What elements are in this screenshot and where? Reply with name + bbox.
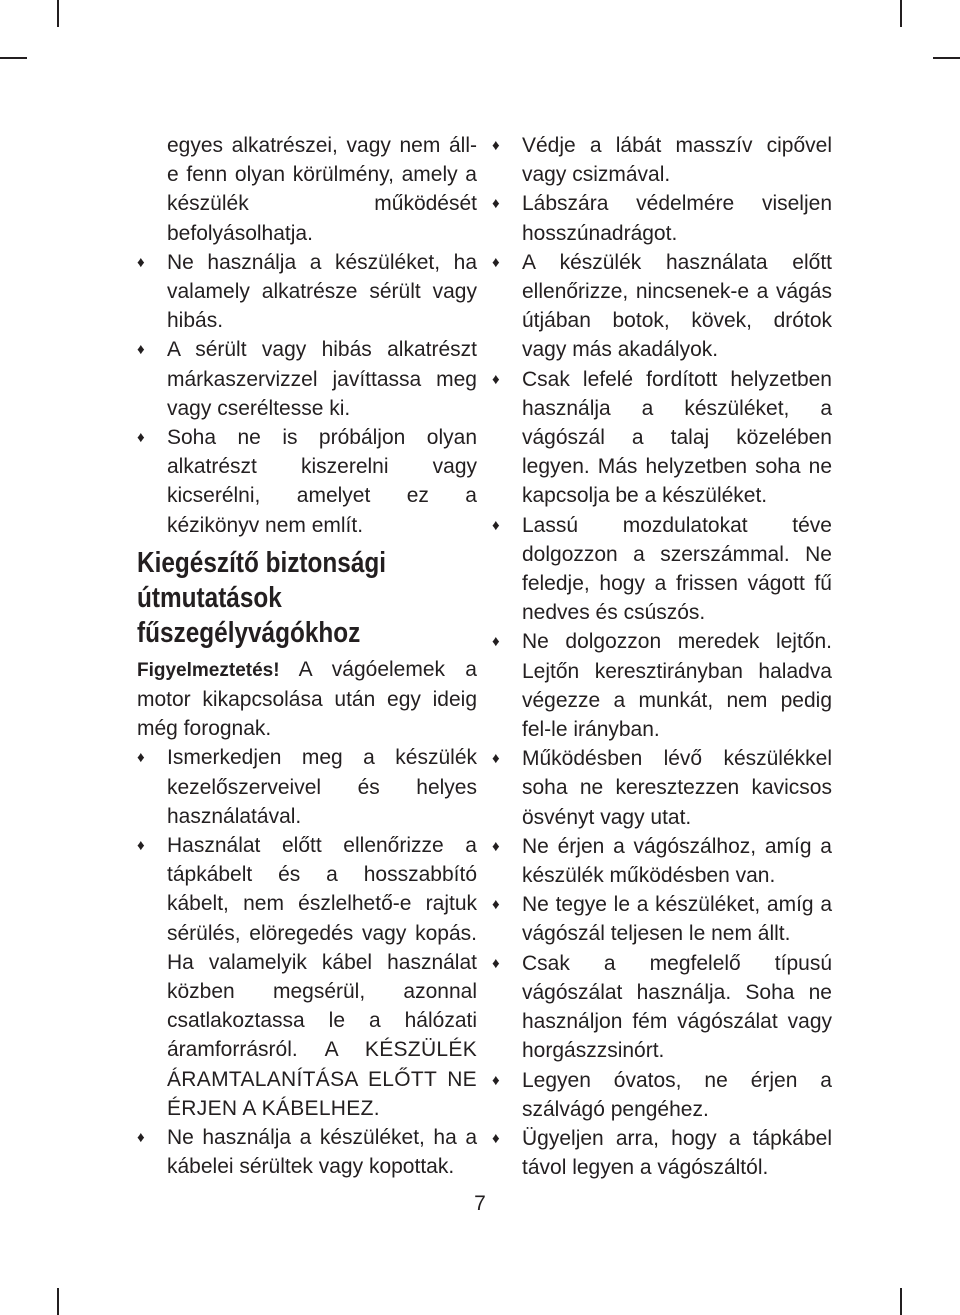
list-item (492, 1124, 832, 1182)
diamond-bullet-icon: ♦ (492, 750, 500, 768)
intro-text: egyes alkatrészei, vagy nem áll-e fenn olyan körülmény, amely a készülék működését befolyásolhatja. (167, 134, 477, 245)
diamond-bullet-icon: ♦ (137, 429, 145, 447)
diamond-bullet-icon: ♦ (137, 837, 145, 855)
list-item (492, 627, 832, 744)
list-item-text: Csak a megfelelő típusú vágószálat használja. Soha ne használjon fém vágószálat vagy horgászzsinórt. (522, 951, 832, 1063)
page-number: 7 (474, 1192, 486, 1215)
diamond-bullet-icon: ♦ (492, 1129, 500, 1147)
diamond-bullet-icon: ♦ (492, 137, 500, 154)
diamond-bullet-icon: ♦ (492, 954, 500, 972)
section-heading: Kiegészítő biztonsági útmutatások fűszegélyvágókhoz (137, 546, 387, 649)
crop-mark-bottom-right (900, 1288, 902, 1315)
list-item (492, 511, 832, 628)
list-item-text: Védje a lábát masszív cipővel vagy csizmával. (522, 134, 832, 187)
diamond-bullet-icon: ♦ (492, 195, 500, 213)
diamond-bullet-icon: ♦ (137, 1129, 145, 1147)
diamond-bullet-icon: ♦ (492, 837, 500, 855)
warning-paragraph (137, 655, 477, 744)
list-item (137, 335, 477, 423)
list-item (492, 248, 832, 365)
crop-mark-top-right (900, 0, 902, 27)
list-item-text: A sérült vagy hibás alkatrészt márkaszervizzel javíttassa meg vagy cseréltesse ki. (167, 338, 477, 420)
list-item (492, 890, 832, 948)
diamond-bullet-icon: ♦ (492, 1071, 500, 1089)
caps-warning-text: A KÉSZÜLÉK ÁRAMTALANÍTÁSA ELŐTT NE ÉRJEN A KÁBELHEZ. (167, 1038, 477, 1120)
list-item (492, 832, 832, 890)
diamond-bullet-icon: ♦ (492, 370, 500, 388)
list-item-text: Csak lefelé fordított helyzetben használja a készüléket, a vágószál a talaj közelében legyen. Más helyzetben soha ne kapcsolja be a készüléket. (522, 367, 832, 508)
diamond-bullet-icon: ♦ (492, 253, 500, 271)
crop-mark-top-left (57, 0, 59, 27)
crop-mark-right-top (933, 57, 960, 59)
crop-mark-left-top (0, 57, 27, 59)
list-item (492, 131, 832, 189)
list-item (137, 1123, 477, 1181)
list-item (137, 248, 477, 336)
list-item (137, 423, 477, 540)
left-column (137, 131, 477, 1182)
list-item-text: Ne dolgozzon meredek lejtőn. Lejtőn keresztirányban haladva végezze a munkát, nem pedig fel-le irányban. (522, 630, 832, 742)
list-item (137, 831, 477, 1123)
list-item-text: Ne használja a készüléket, ha valamely alkatrésze sérült vagy hibás. (167, 250, 477, 333)
list-item (492, 744, 832, 832)
diamond-bullet-icon: ♦ (137, 749, 145, 767)
crop-mark-bottom-left (57, 1288, 59, 1315)
diamond-bullet-icon: ♦ (492, 633, 500, 651)
list-item (137, 743, 477, 831)
list-item (492, 949, 832, 1066)
warning-text: A vágóelemek a motor kikapcsolása után egy ideig még forognak. (137, 657, 477, 741)
list-item-text: A készülék használata előtt ellenőrizze, nincsenek-e a vágás útjában botok, kövek, drótok vagy más akadályok. (522, 250, 832, 362)
diamond-bullet-icon: ♦ (137, 253, 145, 271)
list-item-text: Ügyeljen arra, hogy a tápkábel távol legyen a vágószáltól. (522, 1126, 832, 1180)
diamond-bullet-icon: ♦ (492, 516, 500, 534)
list-item-text: Legyen óvatos, ne érjen a szálvágó pengéhez. (522, 1068, 832, 1121)
list-item-text: Használat előtt ellenőrizze a tápkábelt és a hosszabbító kábelt, nem észlelhető-e rajtuk sérülés, elöregedés vagy kopás. Ha valamelyik kábel használat közben megsérül, azonnal csatlakoztassa le a hálózati áramforrásról. (167, 834, 477, 1062)
diamond-bullet-icon: ♦ (137, 341, 145, 359)
list-item-text: Lábszára védelmére viseljen hosszúnadrágot. (522, 192, 832, 245)
list-item (492, 189, 832, 247)
right-column (492, 131, 832, 1182)
diamond-bullet-icon: ♦ (492, 896, 500, 914)
list-item-text: Lassú mozdulatokat téve dolgozzon a szerszámmal. Ne feledje, hogy a frissen vágott fű nedves és csúszós. (522, 513, 832, 625)
list-item-text: Ne használja a készüléket, ha a kábelei sérültek vagy kopottak. (167, 1126, 477, 1179)
list-item-text: Soha ne is próbáljon olyan alkatrészt kiszerelni vagy kicserélni, amelyet ez a kézikönyv nem említ. (167, 426, 477, 537)
warning-label: Figyelmeztetés! (137, 659, 280, 681)
list-item-text: Ismerkedjen meg a készülék kezelőszerveivel és helyes használatával. (167, 746, 477, 828)
list-item (492, 365, 832, 511)
list-item-text: Ne érjen a vágószálhoz, amíg a készülék működésben van. (522, 834, 832, 888)
list-item-text: Ne tegye le a készüléket, amíg a vágószál teljesen le nem állt. (522, 893, 832, 946)
list-item-text: Működésben lévő készülékkel soha ne keresztezzen kavicsos ösvényt vagy utat. (522, 747, 832, 829)
list-item (492, 1066, 832, 1124)
